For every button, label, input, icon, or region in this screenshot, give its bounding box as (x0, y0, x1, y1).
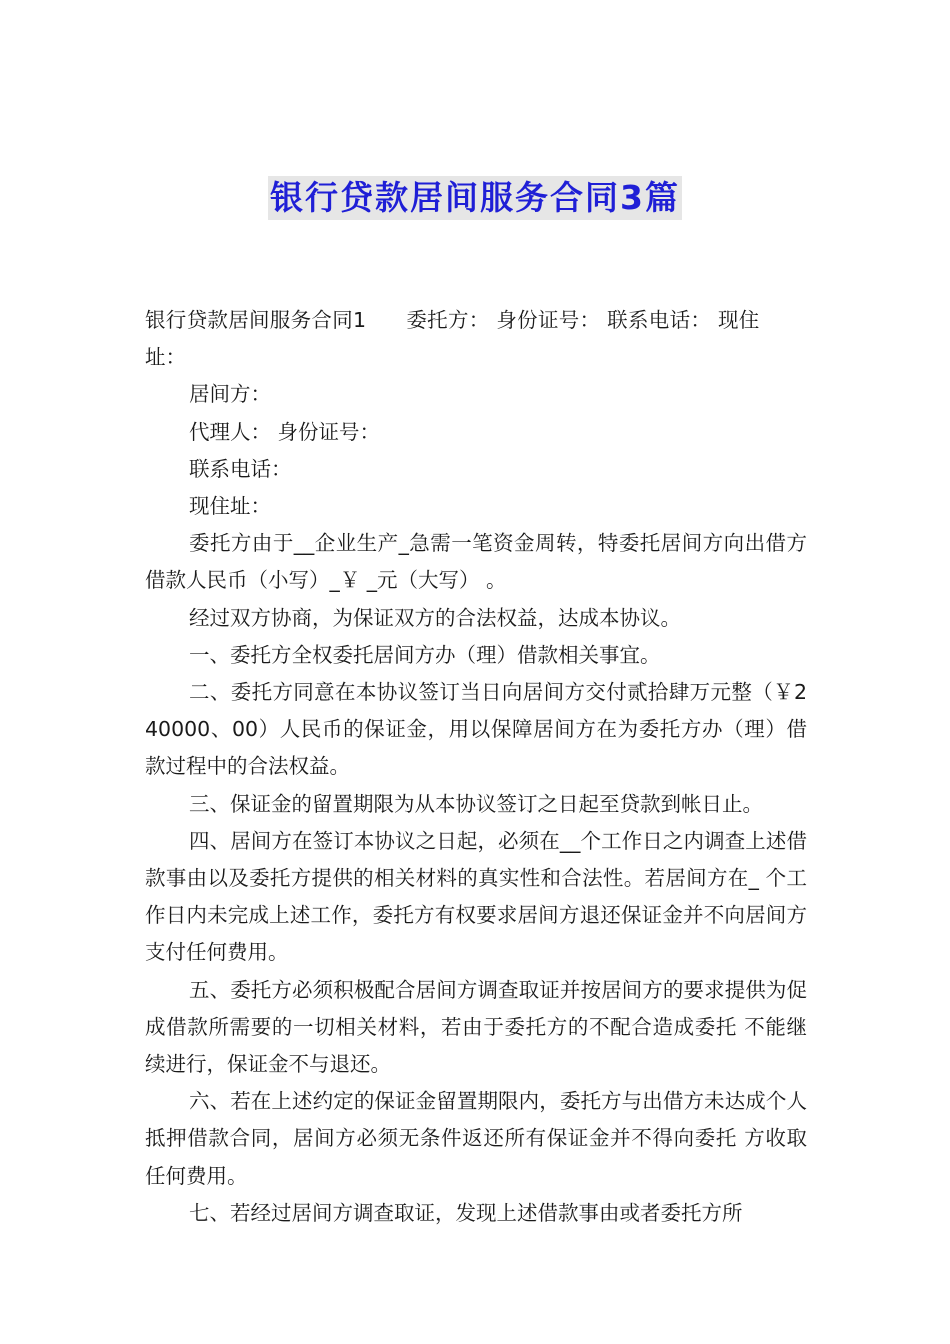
agent-field: 代理人： 身份证号： (189, 419, 381, 444)
address-field: 现住址： (189, 494, 271, 519)
intermediary-field: 居间方： (189, 382, 271, 407)
address-continuation: 址： (145, 345, 186, 370)
phone-field: 联系电话： (189, 456, 292, 481)
clause-7: 七、若经过居间方调查取证，发现上述借款事由或者委托方所 (189, 1200, 743, 1225)
document-title: 银行贷款居间服务合同3篇 (268, 176, 682, 220)
contract-name: 银行贷款居间服务合同1 (145, 308, 367, 332)
paragraph-agreement: 经过双方协商，为保证双方的合法权益，达成本协议。 (189, 605, 681, 630)
paragraph-purpose: 委托方由于__企业生产_急需一笔资金周转，特委托居间方向出借方借款人民币（小写）_￥ _元（大写） 。 (145, 531, 807, 593)
clause-4: 四、居间方在签订本协议之日起，必须在__个工作日之内调查上述借款事由以及委托方提供的相关材料的真实性和合法性。若居间方在_ 个工作日内未完成上述工作，委托方有权要求居间方退还保证金并不向居间方支付任何费用。 (145, 828, 807, 965)
clause-6: 六、若在上述约定的保证金留置期限内，委托方与出借方未达成个人抵押借款合同，居间方必须无条件返还所有保证金并不得向委托 方收取任何费用。 (145, 1089, 807, 1188)
title-block (0, 176, 950, 220)
document-body (145, 302, 807, 1232)
contract-header (145, 302, 807, 339)
clause-5: 五、委托方必须积极配合居间方调查取证并按居间方的要求提供为促成借款所需要的一切相关材料，若由于委托方的不配合造成委托 不能继续进行，保证金不与退还。 (145, 977, 807, 1077)
clause-2: 二、委托方同意在本协议签订当日向居间方交付贰拾肆万元整（￥240000、00）人民币的保证金，用以保障居间方在为委托方办（理）借款过程中的合法权益。 (145, 680, 807, 779)
party-fields: 委托方： 身份证号： 联系电话： 现住 (406, 308, 760, 332)
clause-1: 一、委托方全权委托居间方办（理）借款相关事宜。 (189, 642, 661, 667)
clause-3: 三、保证金的留置期限为从本协议签订之日起至贷款到帐日止。 (189, 791, 763, 816)
